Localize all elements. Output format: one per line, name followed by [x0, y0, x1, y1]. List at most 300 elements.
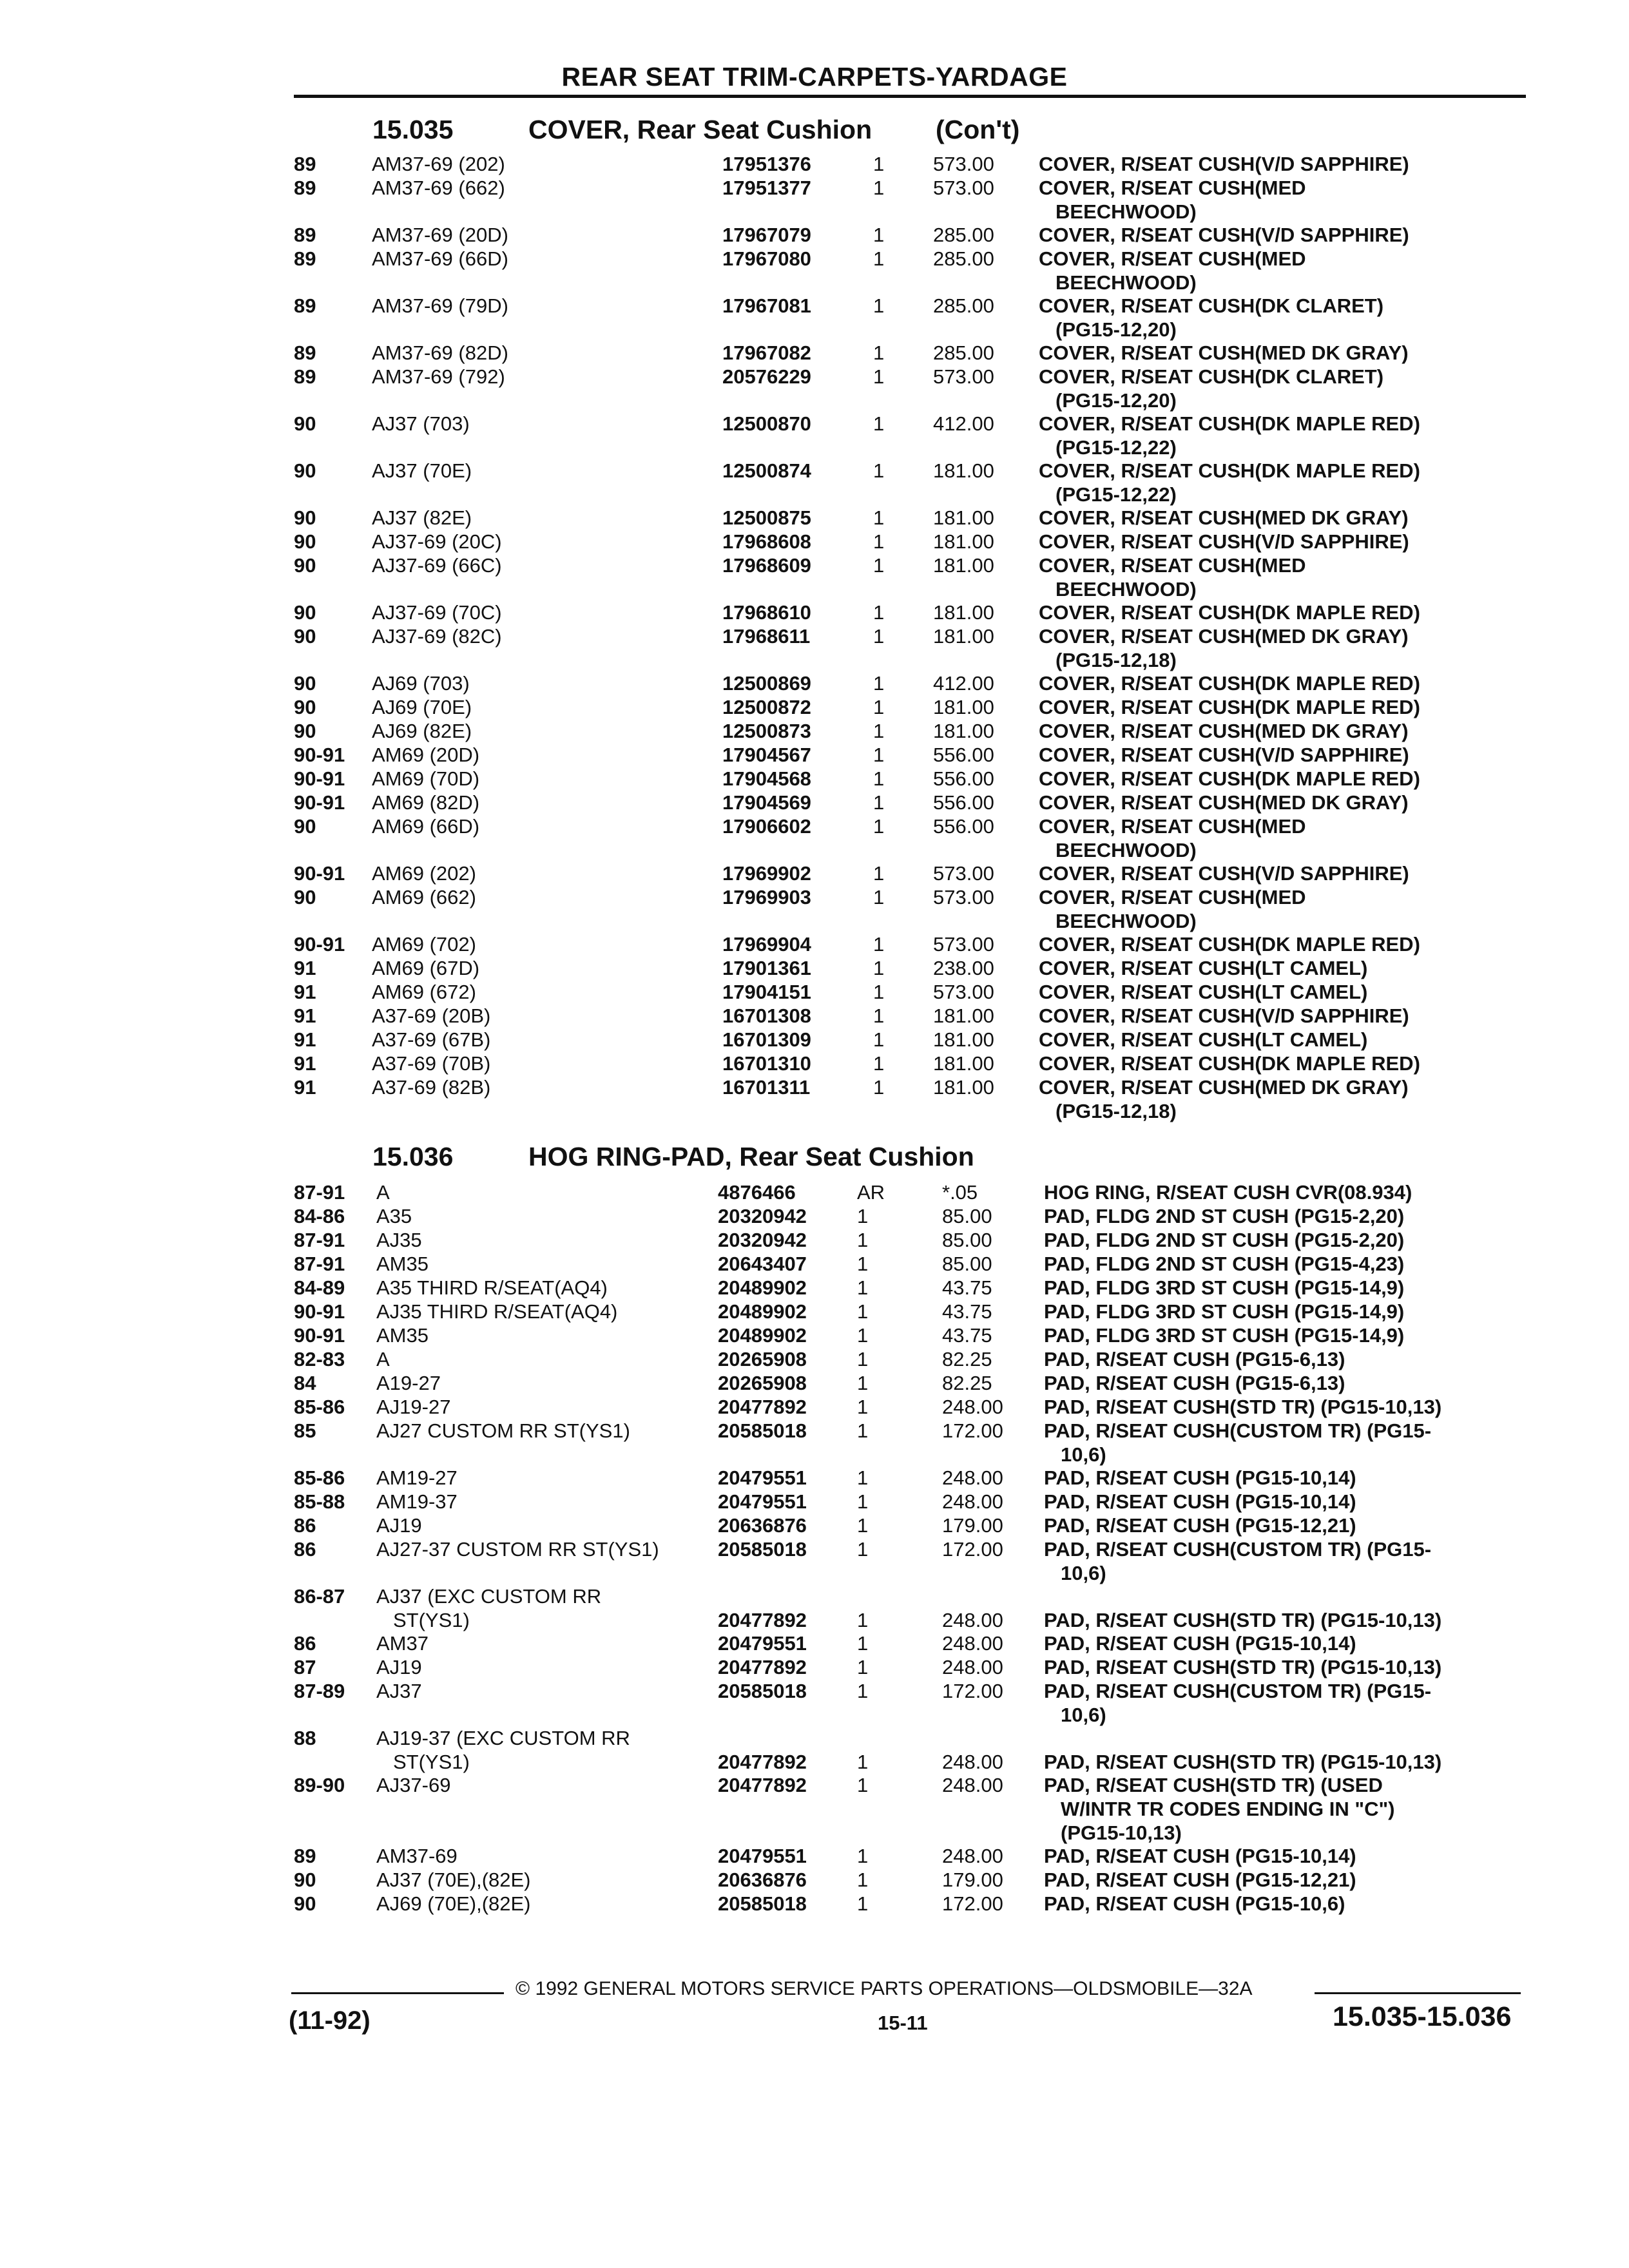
section-number: 15.036	[372, 1142, 454, 1171]
model-code	[372, 365, 505, 389]
model-code-text: AJ27 CUSTOM RR ST(YS1)	[376, 1419, 630, 1442]
model-code	[376, 1466, 458, 1490]
model-code-text: AJ69 (703)	[372, 672, 470, 695]
description-line: COVER, R/SEAT CUSH(DK MAPLE RED)	[1039, 459, 1420, 482]
model-code	[372, 1004, 490, 1028]
description-line: HOG RING, R/SEAT CUSH CVR(08.934)	[1044, 1181, 1412, 1204]
table-row	[0, 412, 1629, 459]
quantity: 1	[873, 957, 885, 979]
quantity: 1	[857, 1490, 869, 1513]
model-code	[372, 1052, 490, 1075]
description-line: PAD, R/SEAT CUSH(STD TR) (PG15-10,13)	[1044, 1396, 1442, 1418]
model-code	[376, 1371, 441, 1395]
model-code	[372, 601, 502, 624]
description-line: PAD, R/SEAT CUSH (PG15-10,14)	[1044, 1845, 1356, 1867]
model-code-text: AJ37 (EXC CUSTOM RR	[376, 1585, 602, 1608]
table-row	[0, 152, 1629, 176]
model-years: 90	[294, 506, 316, 529]
parts-table-15035	[0, 152, 1629, 1122]
part-number: 20489902	[718, 1276, 807, 1299]
model-years: 87-91	[294, 1181, 345, 1204]
model-years: 90-91	[294, 1324, 345, 1347]
model-code-text: AM69 (82D)	[372, 791, 480, 814]
description-line: PAD, FLDG 2ND ST CUSH (PG15-4,23)	[1044, 1253, 1405, 1275]
table-row	[0, 1204, 1629, 1228]
model-code	[376, 1631, 429, 1655]
model-years: 87-91	[294, 1253, 345, 1275]
table-row	[0, 932, 1629, 956]
part-description	[1044, 1276, 1404, 1300]
model-code-text: AJ37-69 (20C)	[372, 530, 502, 553]
price: 573.00	[933, 153, 994, 175]
part-number: 20477892	[718, 1609, 807, 1631]
model-code	[376, 1228, 422, 1252]
quantity: 1	[873, 601, 885, 624]
model-years: 84	[294, 1372, 316, 1394]
description-line: PAD, FLDG 3RD ST CUSH (PG15-14,9)	[1044, 1324, 1405, 1347]
model-code-text: AM19-27	[376, 1466, 458, 1489]
quantity: 1	[873, 506, 885, 529]
model-years: 87-89	[294, 1680, 345, 1702]
model-code-text: AJ19-37 (EXC CUSTOM RR	[376, 1727, 630, 1749]
quantity: 1	[857, 1324, 869, 1347]
model-years: 91	[294, 1028, 316, 1051]
model-years: 90-91	[294, 791, 345, 814]
price: 556.00	[933, 791, 994, 814]
price: 181.00	[933, 1004, 994, 1027]
description-line: PAD, R/SEAT CUSH (PG15-10,14)	[1044, 1466, 1356, 1489]
model-code	[376, 1726, 630, 1774]
model-code-text: AJ19	[376, 1656, 422, 1678]
table-row	[0, 553, 1629, 601]
part-description	[1039, 814, 1306, 862]
part-description	[1044, 1252, 1404, 1276]
table-row	[0, 1371, 1629, 1395]
table-row	[0, 861, 1629, 885]
description-line: PAD, R/SEAT CUSH (PG15-12,21)	[1044, 1514, 1356, 1537]
part-description	[1039, 791, 1409, 814]
model-years: 90	[294, 530, 316, 553]
footer-copyright: © 1992 GENERAL MOTORS SERVICE PARTS OPERATIONS—OLDSMOBILE—32A	[516, 1978, 1253, 1999]
part-description	[1039, 152, 1409, 176]
price: 43.75	[942, 1300, 992, 1323]
description-line: COVER, R/SEAT CUSH(DK MAPLE RED)	[1039, 601, 1420, 624]
price: *.05	[942, 1181, 978, 1204]
part-description	[1039, 695, 1420, 719]
table-row	[0, 1252, 1629, 1276]
model-years: 90	[294, 1892, 316, 1915]
quantity: 1	[873, 696, 885, 718]
price: 248.00	[942, 1490, 1003, 1513]
part-number: 17968611	[722, 625, 811, 648]
description-line: PAD, FLDG 2ND ST CUSH (PG15-2,20)	[1044, 1229, 1405, 1251]
model-code	[372, 695, 472, 719]
price: 85.00	[942, 1253, 992, 1275]
model-code	[372, 791, 479, 814]
description-line: PAD, R/SEAT CUSH(STD TR) (PG15-10,13)	[1044, 1609, 1442, 1631]
model-years: 89	[294, 365, 316, 388]
model-code-text: AM69 (67D)	[372, 957, 480, 979]
quantity: 1	[873, 933, 885, 956]
description-line: PAD, R/SEAT CUSH (PG15-6,13)	[1044, 1372, 1345, 1394]
price: 248.00	[942, 1845, 1003, 1867]
price: 172.00	[942, 1419, 1003, 1442]
part-description	[1039, 719, 1409, 743]
part-description	[1039, 624, 1409, 672]
quantity: 1	[857, 1300, 869, 1323]
model-years: 90	[294, 459, 316, 482]
model-code-text: A37-69 (82B)	[372, 1076, 491, 1099]
description-continued: W/INTR TR CODES ENDING IN "C")	[1061, 1798, 1395, 1820]
quantity: 1	[857, 1229, 869, 1251]
part-description	[1039, 341, 1409, 365]
quantity: 1	[857, 1774, 869, 1796]
model-code	[376, 1655, 422, 1679]
table-row	[0, 1004, 1629, 1028]
part-number: 12500875	[722, 506, 811, 529]
description-continued: (PG15-12,20)	[1055, 318, 1177, 341]
model-years: 91	[294, 981, 316, 1003]
model-years: 90	[294, 720, 316, 742]
description-line: PAD, R/SEAT CUSH (PG15-10,14)	[1044, 1490, 1356, 1513]
quantity: 1	[857, 1253, 869, 1275]
table-row	[0, 365, 1629, 412]
page-title: REAR SEAT TRIM-CARPETS-YARDAGE	[561, 62, 1068, 91]
table-row	[0, 1868, 1629, 1892]
price: 179.00	[942, 1869, 1003, 1891]
quantity: 1	[873, 886, 885, 908]
price: 181.00	[933, 625, 994, 648]
part-description	[1044, 1419, 1431, 1466]
price: 181.00	[933, 696, 994, 718]
description-line: COVER, R/SEAT CUSH(MED	[1039, 815, 1306, 838]
description-line: COVER, R/SEAT CUSH(LT CAMEL)	[1039, 957, 1368, 979]
quantity: 1	[873, 1004, 885, 1027]
part-description	[1039, 743, 1409, 767]
model-code	[376, 1419, 630, 1443]
model-years: 85-86	[294, 1466, 345, 1489]
part-description	[1044, 1347, 1345, 1371]
part-number: 17951377	[722, 177, 811, 199]
model-code-text: AM37-69 (662)	[372, 177, 505, 199]
quantity: 1	[857, 1656, 869, 1678]
part-number: 16701308	[722, 1004, 811, 1027]
model-years: 84-86	[294, 1205, 345, 1227]
part-description	[1044, 1655, 1441, 1679]
model-code	[376, 1537, 659, 1561]
model-code	[372, 885, 476, 909]
part-description	[1039, 459, 1420, 506]
model-code	[372, 767, 479, 791]
description-line: COVER, R/SEAT CUSH(MED DK GRAY)	[1039, 720, 1409, 742]
price: 85.00	[942, 1229, 992, 1251]
model-code-text: AM37-69 (792)	[372, 365, 505, 388]
quantity: 1	[857, 1205, 869, 1227]
model-code-text: AM37	[376, 1632, 429, 1655]
part-description	[1044, 1466, 1356, 1490]
table-row	[0, 506, 1629, 530]
description-line: COVER, R/SEAT CUSH(MED	[1039, 554, 1306, 577]
model-years: 90	[294, 1869, 316, 1891]
model-code	[376, 1490, 458, 1514]
price: 43.75	[942, 1324, 992, 1347]
part-number: 20643407	[718, 1253, 807, 1275]
description-line: COVER, R/SEAT CUSH(MED DK GRAY)	[1039, 625, 1409, 648]
part-description	[1044, 1773, 1395, 1845]
part-description	[1039, 176, 1306, 224]
model-code	[376, 1892, 531, 1916]
quantity: 1	[873, 744, 885, 766]
model-code	[372, 1075, 490, 1099]
model-code-text: AM69 (662)	[372, 886, 476, 908]
part-description	[1039, 767, 1420, 791]
model-code	[372, 459, 472, 483]
price: 238.00	[933, 957, 994, 979]
model-code	[372, 671, 470, 695]
description-line: COVER, R/SEAT CUSH(DK CLARET)	[1039, 294, 1384, 317]
part-description	[1039, 247, 1306, 294]
part-number: 20477892	[718, 1656, 807, 1678]
part-description	[1044, 1323, 1404, 1347]
model-code-continued: ST(YS1)	[393, 1609, 470, 1631]
part-description	[1044, 1679, 1431, 1727]
quantity: 1	[857, 1632, 869, 1655]
model-code	[376, 1323, 429, 1347]
footer-date: (11-92)	[289, 2006, 371, 2035]
price: 43.75	[942, 1276, 992, 1299]
description-line: PAD, R/SEAT CUSH(CUSTOM TR) (PG15-	[1044, 1538, 1432, 1561]
model-code-text: A	[376, 1181, 390, 1204]
price: 181.00	[933, 1028, 994, 1051]
price: 248.00	[942, 1396, 1003, 1418]
part-description	[1044, 1371, 1345, 1395]
model-years: 91	[294, 1076, 316, 1099]
part-description	[1039, 932, 1420, 956]
quantity: 1	[873, 177, 885, 199]
part-description	[1044, 1631, 1356, 1655]
description-continued: BEECHWOOD)	[1055, 910, 1197, 932]
model-years: 90-91	[294, 862, 345, 885]
model-code	[372, 152, 505, 176]
part-description	[1039, 601, 1420, 624]
model-code	[376, 1773, 450, 1797]
part-number: 20636876	[718, 1869, 807, 1891]
part-description	[1039, 412, 1420, 459]
part-description	[1039, 1004, 1409, 1028]
model-years: 90	[294, 625, 316, 648]
model-years: 90	[294, 601, 316, 624]
model-code	[376, 1868, 531, 1892]
table-row	[0, 176, 1629, 223]
part-description	[1044, 1892, 1345, 1916]
model-years: 90-91	[294, 744, 345, 766]
description-line: COVER, R/SEAT CUSH(V/D SAPPHIRE)	[1039, 530, 1409, 553]
price: 248.00	[942, 1751, 1003, 1773]
description-line: PAD, R/SEAT CUSH (PG15-10,14)	[1044, 1632, 1356, 1655]
price: 179.00	[942, 1514, 1003, 1537]
table-row	[0, 1655, 1629, 1679]
description-line: COVER, R/SEAT CUSH(LT CAMEL)	[1039, 1028, 1368, 1051]
price: 573.00	[933, 862, 994, 885]
table-row	[0, 1679, 1629, 1726]
part-description	[1044, 1868, 1356, 1892]
part-number: 16701310	[722, 1052, 811, 1075]
model-years: 90-91	[294, 1300, 345, 1323]
description-line: COVER, R/SEAT CUSH(MED	[1039, 247, 1306, 270]
part-description	[1044, 1537, 1431, 1585]
price: 248.00	[942, 1774, 1003, 1796]
price: 181.00	[933, 530, 994, 553]
footer-rule-left	[291, 1992, 504, 1994]
model-code	[372, 814, 479, 838]
part-number: 17906602	[722, 815, 811, 838]
part-description	[1044, 1490, 1356, 1514]
part-number: 17969904	[722, 933, 811, 956]
description-line: PAD, R/SEAT CUSH(CUSTOM TR) (PG15-	[1044, 1419, 1432, 1442]
table-row	[0, 1892, 1629, 1916]
description-line: PAD, FLDG 3RD ST CUSH (PG15-14,9)	[1044, 1300, 1405, 1323]
part-number: 20585018	[718, 1892, 807, 1915]
model-code	[372, 719, 472, 743]
price: 556.00	[933, 744, 994, 766]
quantity: 1	[873, 862, 885, 885]
section-title: HOG RING-PAD, Rear Seat Cushion	[528, 1142, 974, 1171]
part-description	[1039, 1075, 1409, 1123]
price: 181.00	[933, 459, 994, 482]
part-number: 17968610	[722, 601, 811, 624]
quantity: 1	[873, 720, 885, 742]
quantity: 1	[857, 1348, 869, 1370]
description-line: COVER, R/SEAT CUSH(MED	[1039, 886, 1306, 908]
quantity: 1	[857, 1372, 869, 1394]
model-code-text: A19-27	[376, 1372, 441, 1394]
price: 181.00	[933, 1076, 994, 1099]
model-years: 90	[294, 886, 316, 908]
price: 412.00	[933, 672, 994, 695]
model-code	[376, 1204, 412, 1228]
description-line: COVER, R/SEAT CUSH(V/D SAPPHIRE)	[1039, 744, 1409, 766]
quantity: 1	[873, 153, 885, 175]
part-description	[1044, 1844, 1356, 1868]
model-code-text: A37-69 (67B)	[372, 1028, 491, 1051]
model-years: 87-91	[294, 1229, 345, 1251]
description-line: COVER, R/SEAT CUSH(V/D SAPPHIRE)	[1039, 1004, 1409, 1027]
model-code-text: AM37-69 (82D)	[372, 341, 508, 364]
description-line: COVER, R/SEAT CUSH(V/D SAPPHIRE)	[1039, 224, 1409, 246]
model-code	[372, 932, 476, 956]
model-code-text: AM37-69 (66D)	[372, 247, 508, 270]
price: 248.00	[942, 1632, 1003, 1655]
description-line: COVER, R/SEAT CUSH(DK MAPLE RED)	[1039, 696, 1420, 718]
model-code-text: AM19-37	[376, 1490, 458, 1513]
model-years: 90	[294, 696, 316, 718]
model-years: 90-91	[294, 933, 345, 956]
price: 412.00	[933, 412, 994, 435]
price: 573.00	[933, 177, 994, 199]
description-line: PAD, R/SEAT CUSH (PG15-10,6)	[1044, 1892, 1345, 1915]
description-line: COVER, R/SEAT CUSH(DK MAPLE RED)	[1039, 1052, 1420, 1075]
part-number: 20489902	[718, 1324, 807, 1347]
description-line: COVER, R/SEAT CUSH(DK MAPLE RED)	[1039, 672, 1420, 695]
model-code-text: AJ35	[376, 1229, 422, 1251]
part-description	[1044, 1228, 1404, 1252]
model-years: 84-89	[294, 1276, 345, 1299]
table-row	[0, 294, 1629, 341]
model-years: 90	[294, 554, 316, 577]
quantity: 1	[873, 672, 885, 695]
description-line: COVER, R/SEAT CUSH(DK MAPLE RED)	[1039, 933, 1420, 956]
table-row	[0, 791, 1629, 814]
model-years: 89	[294, 1845, 316, 1867]
model-code-text: AJ37	[376, 1680, 422, 1702]
description-continued: (PG15-12,18)	[1055, 1100, 1177, 1122]
model-years: 86	[294, 1514, 316, 1537]
part-description	[1039, 365, 1383, 412]
table-row	[0, 1395, 1629, 1419]
model-years: 82-83	[294, 1348, 345, 1370]
description-line: COVER, R/SEAT CUSH(MED	[1039, 177, 1306, 199]
model-code-text: A	[376, 1348, 390, 1370]
quantity: 1	[873, 1076, 885, 1099]
table-row	[0, 956, 1629, 980]
quantity: 1	[873, 365, 885, 388]
description-line: COVER, R/SEAT CUSH(LT CAMEL)	[1039, 981, 1368, 1003]
quantity: 1	[857, 1396, 869, 1418]
model-code	[376, 1514, 422, 1537]
model-years: 85-88	[294, 1490, 345, 1513]
description-line: COVER, R/SEAT CUSH(V/D SAPPHIRE)	[1039, 862, 1409, 885]
description-continued: (PG15-12,22)	[1055, 483, 1177, 506]
description-line: COVER, R/SEAT CUSH(DK MAPLE RED)	[1039, 412, 1420, 435]
part-description	[1044, 1395, 1441, 1419]
price: 82.25	[942, 1348, 992, 1370]
part-number: 17904568	[722, 767, 811, 790]
part-number: 20479551	[718, 1845, 807, 1867]
part-description	[1039, 1052, 1420, 1075]
table-row	[0, 1419, 1629, 1466]
quantity: 1	[873, 554, 885, 577]
part-number: 17967081	[722, 294, 811, 317]
description-line: PAD, R/SEAT CUSH(STD TR) (PG15-10,13)	[1044, 1656, 1442, 1678]
model-code-text: AM37-69	[376, 1845, 458, 1867]
part-number: 20489902	[718, 1300, 807, 1323]
description-continued: (PG15-10,13)	[1061, 1821, 1182, 1844]
model-years: 88	[294, 1727, 316, 1749]
quantity: 1	[857, 1892, 869, 1915]
model-code	[372, 743, 479, 767]
price: 181.00	[933, 720, 994, 742]
description-continued: (PG15-12,20)	[1055, 389, 1177, 412]
part-number: 17901361	[722, 957, 811, 979]
model-code-text: AM69 (20D)	[372, 744, 480, 766]
price: 285.00	[933, 247, 994, 270]
quantity: 1	[873, 981, 885, 1003]
table-row	[0, 671, 1629, 695]
model-code-text: AJ37-69	[376, 1774, 451, 1796]
model-code-text: AM35	[376, 1324, 429, 1347]
quantity: 1	[873, 1028, 885, 1051]
part-number: 20477892	[718, 1396, 807, 1418]
part-number: 20479551	[718, 1632, 807, 1655]
table-row	[0, 1075, 1629, 1122]
part-number: 16701309	[722, 1028, 811, 1051]
price: 573.00	[933, 886, 994, 908]
table-row	[0, 1584, 1629, 1631]
price: 285.00	[933, 224, 994, 246]
model-code-text: AJ69 (70E),(82E)	[376, 1892, 531, 1915]
model-years: 91	[294, 957, 316, 979]
model-code	[372, 412, 470, 436]
